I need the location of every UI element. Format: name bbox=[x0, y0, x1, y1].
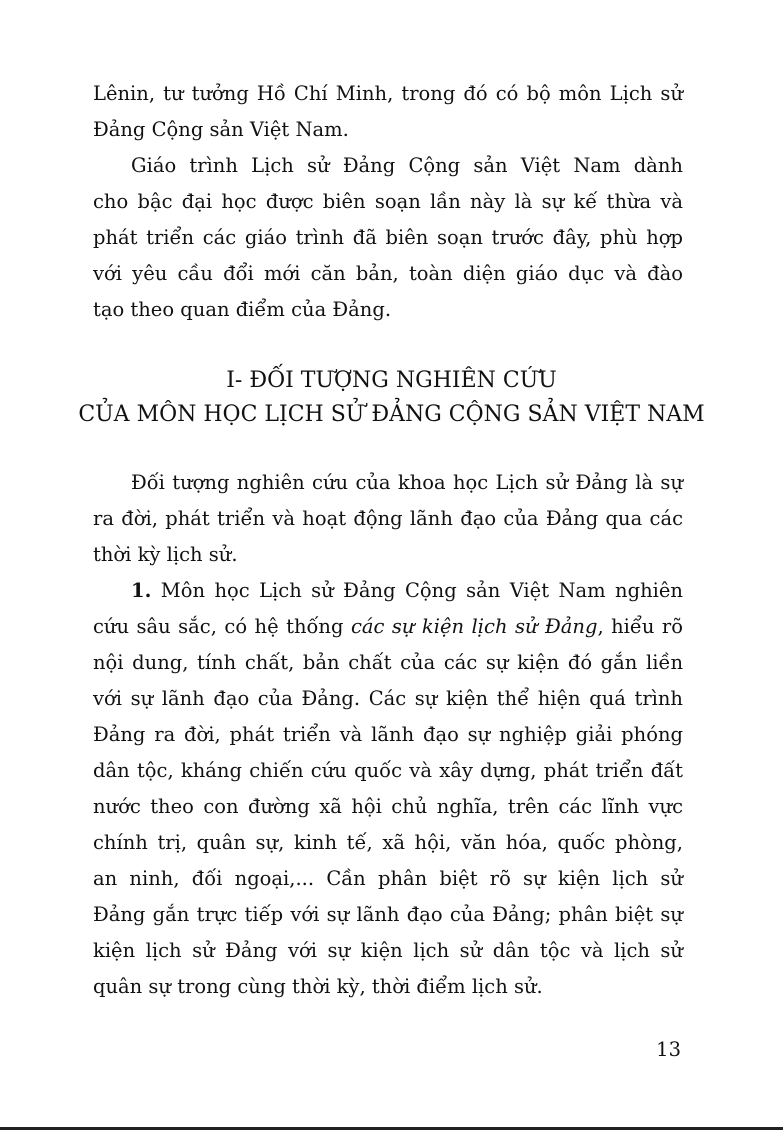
text-segment: cứu sâu sắc, có hệ thống bbox=[93, 615, 351, 638]
page-bottom-rule bbox=[0, 1127, 783, 1130]
text-segment: , hiểu rõ bbox=[597, 615, 683, 638]
body-text-line: thời kỳ lịch sử. bbox=[93, 543, 238, 566]
body-text-line: kiện lịch sử Đảng với sự kiện lịch sử dân tộc và lịch sử bbox=[93, 939, 683, 962]
body-text-line: Đảng Cộng sản Việt Nam. bbox=[93, 118, 349, 141]
body-text-line: chính trị, quân sự, kinh tế, xã hội, văn hóa, quốc phòng, bbox=[93, 831, 683, 854]
point-number: 1. bbox=[131, 579, 152, 602]
emphasis-text: các sự kiện lịch sử Đảng bbox=[350, 615, 598, 638]
body-text-line: nội dung, tính chất, bản chất của các sự kiện đó gắn liền bbox=[93, 651, 683, 674]
body-text-line: Giáo trình Lịch sử Đảng Cộng sản Việt Nam dành bbox=[131, 154, 683, 177]
body-text-line: với yêu cầu đổi mới căn bản, toàn diện giáo dục và đào bbox=[93, 262, 683, 285]
point-one-second-line bbox=[93, 613, 683, 641]
body-text-line: quân sự trong cùng thời kỳ, thời điểm lịch sử. bbox=[93, 975, 543, 998]
body-text-line: an ninh, đối ngoại,... Cần phân biệt rõ sự kiện lịch sử bbox=[93, 867, 683, 890]
section-heading-line-2: CỦA MÔN HỌC LỊCH SỬ ĐẢNG CỘNG SẢN VIỆT NAM bbox=[78, 402, 705, 427]
body-text-line: ra đời, phát triển và hoạt động lãnh đạo của Đảng qua các bbox=[93, 507, 683, 530]
body-text-line: với sự lãnh đạo của Đảng. Các sự kiện thể hiện quá trình bbox=[93, 687, 683, 710]
point-one-first-line bbox=[131, 577, 683, 605]
section-heading-line-1: I- ĐỐI TƯỢNG NGHIÊN CỨU bbox=[226, 368, 557, 393]
page-number: 13 bbox=[656, 1038, 681, 1061]
body-text-line: Lênin, tư tưởng Hồ Chí Minh, trong đó có bộ môn Lịch sử bbox=[93, 82, 683, 105]
body-text-line: tạo theo quan điểm của Đảng. bbox=[93, 298, 392, 321]
body-text-line: cho bậc đại học được biên soạn lần này là sự kế thừa và bbox=[93, 190, 683, 213]
body-text-line: nước theo con đường xã hội chủ nghĩa, trên các lĩnh vực bbox=[93, 795, 683, 818]
body-text-line: Đảng ra đời, phát triển và lãnh đạo sự nghiệp giải phóng bbox=[93, 723, 683, 746]
body-text-line: Đối tượng nghiên cứu của khoa học Lịch sử Đảng là sự bbox=[131, 471, 683, 494]
body-text-line: phát triển các giáo trình đã biên soạn trước đây, phù hợp bbox=[93, 226, 683, 249]
body-text-line: dân tộc, kháng chiến cứu quốc và xây dựng, phát triển đất bbox=[93, 759, 683, 782]
body-text-line: Đảng gắn trực tiếp với sự lãnh đạo của Đảng; phân biệt sự bbox=[93, 903, 683, 926]
point-one-text: Môn học Lịch sử Đảng Cộng sản Việt Nam nghiên bbox=[160, 579, 683, 602]
